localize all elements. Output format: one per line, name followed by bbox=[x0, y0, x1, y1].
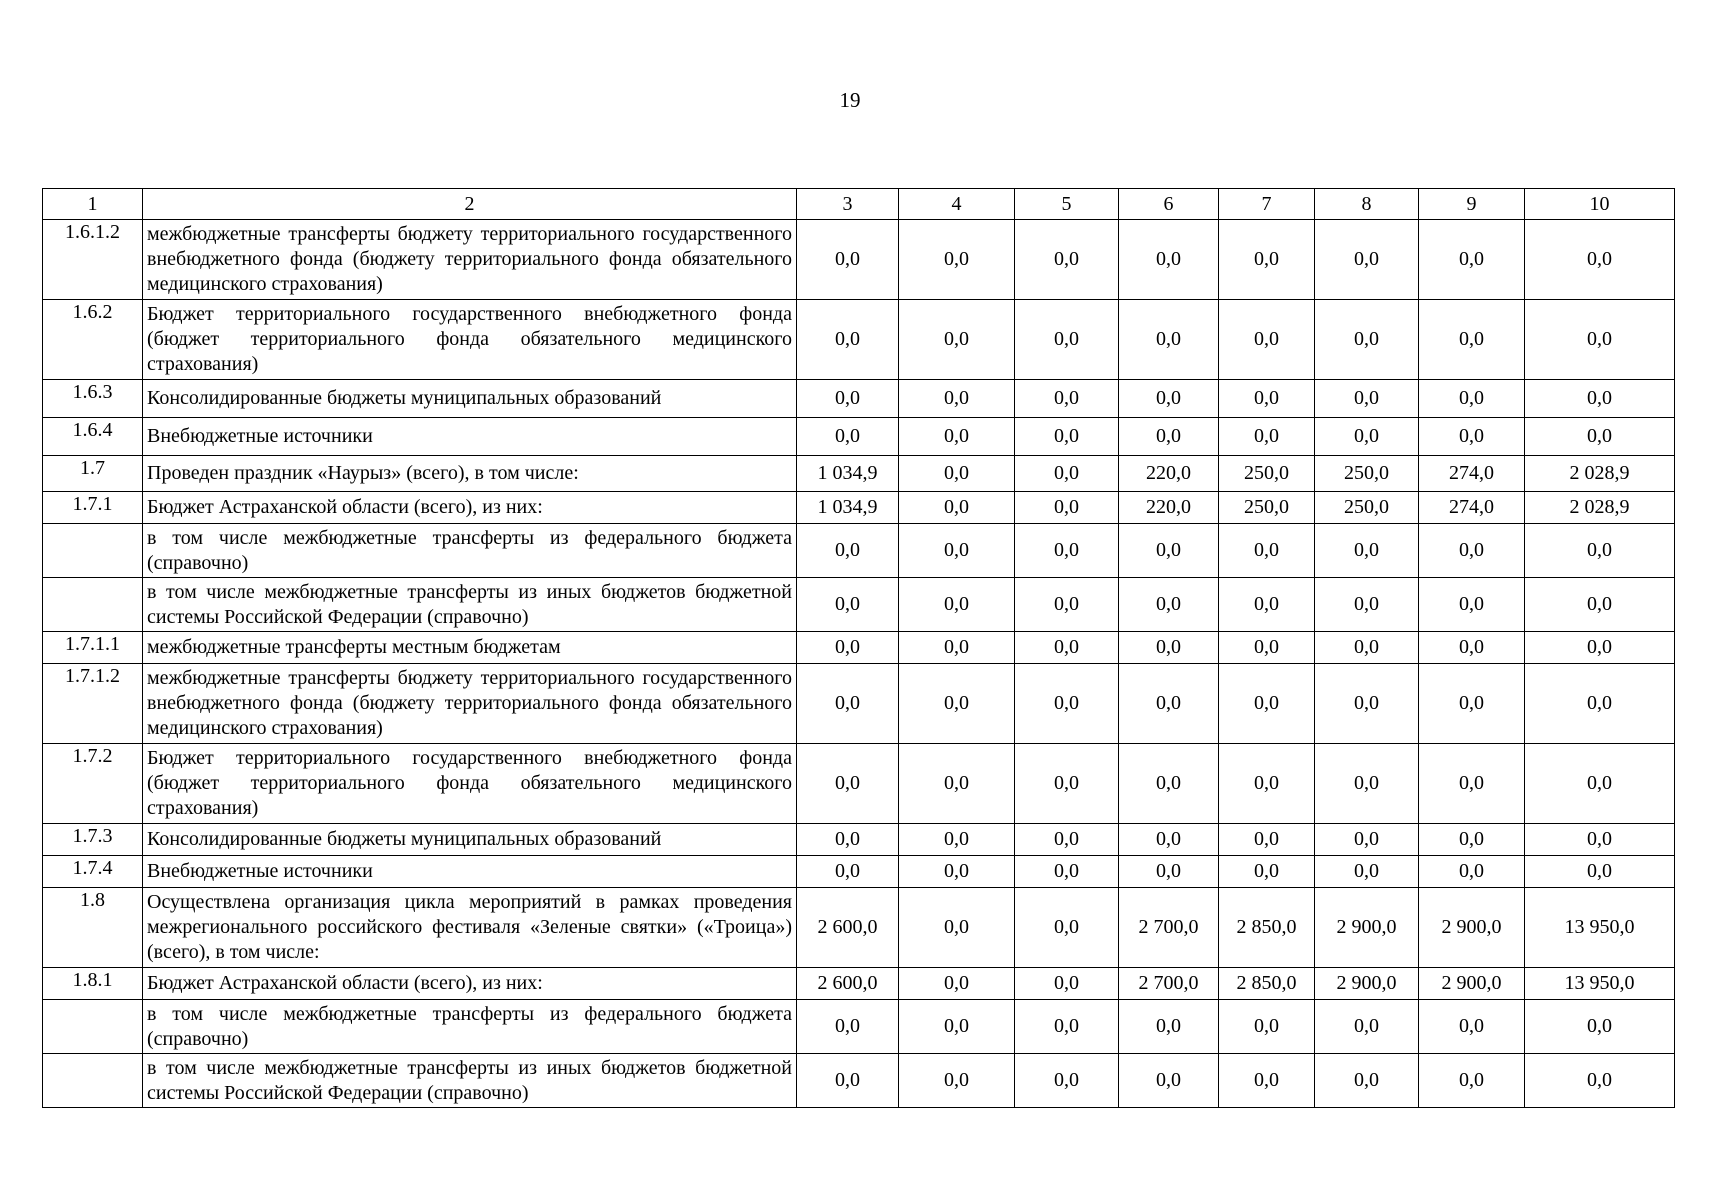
row-value: 0,0 bbox=[1219, 1054, 1315, 1108]
row-value: 0,0 bbox=[1315, 380, 1419, 418]
row-value: 0,0 bbox=[1315, 664, 1419, 744]
row-value: 0,0 bbox=[797, 418, 899, 456]
row-value: 1 034,9 bbox=[797, 492, 899, 524]
table-row bbox=[43, 220, 1675, 300]
row-value: 0,0 bbox=[1419, 744, 1525, 824]
column-number: 2 bbox=[143, 189, 797, 220]
row-value: 0,0 bbox=[1015, 744, 1119, 824]
row-value: 0,0 bbox=[899, 856, 1015, 888]
row-value: 220,0 bbox=[1119, 492, 1219, 524]
table-row bbox=[43, 380, 1675, 418]
row-value: 0,0 bbox=[1015, 220, 1119, 300]
row-value: 0,0 bbox=[899, 744, 1015, 824]
row-value: 250,0 bbox=[1315, 492, 1419, 524]
row-value: 0,0 bbox=[1525, 824, 1675, 856]
row-code: 1.6.2 bbox=[43, 300, 143, 380]
table-row bbox=[43, 492, 1675, 524]
row-value: 0,0 bbox=[1219, 418, 1315, 456]
table-row bbox=[43, 578, 1675, 632]
table-body bbox=[43, 220, 1675, 1108]
row-value: 0,0 bbox=[1315, 524, 1419, 578]
row-value: 0,0 bbox=[1119, 524, 1219, 578]
row-value: 0,0 bbox=[899, 380, 1015, 418]
row-value: 0,0 bbox=[1015, 632, 1119, 664]
row-value: 0,0 bbox=[1315, 1054, 1419, 1108]
table-row bbox=[43, 744, 1675, 824]
row-value: 0,0 bbox=[899, 1054, 1015, 1108]
row-code: 1.6.1.2 bbox=[43, 220, 143, 300]
row-value: 13 950,0 bbox=[1525, 968, 1675, 1000]
table-row bbox=[43, 1000, 1675, 1054]
row-value: 0,0 bbox=[1015, 1054, 1119, 1108]
row-value: 0,0 bbox=[1419, 632, 1525, 664]
row-value: 0,0 bbox=[899, 220, 1015, 300]
row-value: 0,0 bbox=[1119, 632, 1219, 664]
row-value: 0,0 bbox=[1315, 824, 1419, 856]
row-name: в том числе межбюджетные трансферты из федерального бюджета (справочно) bbox=[143, 1000, 797, 1054]
row-value: 0,0 bbox=[1525, 418, 1675, 456]
row-name: в том числе межбюджетные трансферты из иных бюджетов бюджетной системы Российской Федерации (справочно) bbox=[143, 1054, 797, 1108]
row-value: 0,0 bbox=[1219, 632, 1315, 664]
row-value: 0,0 bbox=[1419, 1000, 1525, 1054]
row-value: 0,0 bbox=[1525, 578, 1675, 632]
column-number: 9 bbox=[1419, 189, 1525, 220]
row-value: 0,0 bbox=[899, 578, 1015, 632]
row-value: 0,0 bbox=[797, 744, 899, 824]
row-value: 2 600,0 bbox=[797, 888, 899, 968]
row-value: 0,0 bbox=[1015, 856, 1119, 888]
row-value: 2 028,9 bbox=[1525, 456, 1675, 492]
row-value: 0,0 bbox=[1525, 632, 1675, 664]
table-row bbox=[43, 664, 1675, 744]
row-value: 0,0 bbox=[899, 300, 1015, 380]
row-value: 0,0 bbox=[1119, 856, 1219, 888]
row-name: Бюджет территориального государственного внебюджетного фонда (бюджет территориального фонда обязательного медицинского страхования) bbox=[143, 300, 797, 380]
column-number: 4 bbox=[899, 189, 1015, 220]
row-value: 0,0 bbox=[1119, 578, 1219, 632]
row-code bbox=[43, 1000, 143, 1054]
row-code: 1.8.1 bbox=[43, 968, 143, 1000]
row-value: 0,0 bbox=[1525, 744, 1675, 824]
row-code bbox=[43, 1054, 143, 1108]
table-row bbox=[43, 632, 1675, 664]
row-value: 0,0 bbox=[1219, 300, 1315, 380]
table-row bbox=[43, 824, 1675, 856]
row-value: 0,0 bbox=[1015, 888, 1119, 968]
row-value: 250,0 bbox=[1315, 456, 1419, 492]
row-name: Внебюджетные источники bbox=[143, 418, 797, 456]
row-value: 2 850,0 bbox=[1219, 968, 1315, 1000]
row-value: 0,0 bbox=[1015, 418, 1119, 456]
column-number: 7 bbox=[1219, 189, 1315, 220]
row-value: 0,0 bbox=[1015, 380, 1119, 418]
row-value: 0,0 bbox=[1419, 856, 1525, 888]
column-number: 10 bbox=[1525, 189, 1675, 220]
row-value: 0,0 bbox=[1119, 418, 1219, 456]
column-number: 8 bbox=[1315, 189, 1419, 220]
row-value: 0,0 bbox=[1315, 1000, 1419, 1054]
row-name: Консолидированные бюджеты муниципальных образований bbox=[143, 824, 797, 856]
row-code bbox=[43, 578, 143, 632]
row-value: 1 034,9 bbox=[797, 456, 899, 492]
row-value: 0,0 bbox=[899, 968, 1015, 1000]
row-value: 0,0 bbox=[1015, 456, 1119, 492]
row-code: 1.7.1 bbox=[43, 492, 143, 524]
row-value: 0,0 bbox=[1219, 744, 1315, 824]
table-row bbox=[43, 968, 1675, 1000]
row-value: 0,0 bbox=[1219, 524, 1315, 578]
row-value: 0,0 bbox=[1119, 220, 1219, 300]
row-value: 0,0 bbox=[899, 632, 1015, 664]
row-value: 0,0 bbox=[1525, 524, 1675, 578]
table-row bbox=[43, 300, 1675, 380]
row-code: 1.7.4 bbox=[43, 856, 143, 888]
row-value: 0,0 bbox=[1525, 664, 1675, 744]
row-value: 0,0 bbox=[1525, 380, 1675, 418]
row-value: 0,0 bbox=[1525, 1054, 1675, 1108]
row-value: 0,0 bbox=[899, 492, 1015, 524]
row-value: 0,0 bbox=[1419, 300, 1525, 380]
row-value: 0,0 bbox=[1015, 578, 1119, 632]
row-value: 0,0 bbox=[1525, 300, 1675, 380]
row-name: Проведен праздник «Наурыз» (всего), в том числе: bbox=[143, 456, 797, 492]
row-value: 0,0 bbox=[1119, 1054, 1219, 1108]
table-row bbox=[43, 524, 1675, 578]
row-value: 0,0 bbox=[1315, 220, 1419, 300]
row-value: 0,0 bbox=[1015, 824, 1119, 856]
row-name: Консолидированные бюджеты муниципальных образований bbox=[143, 380, 797, 418]
row-code: 1.8 bbox=[43, 888, 143, 968]
table-row bbox=[43, 456, 1675, 492]
row-value: 274,0 bbox=[1419, 456, 1525, 492]
row-code: 1.7.1.2 bbox=[43, 664, 143, 744]
row-value: 2 900,0 bbox=[1315, 968, 1419, 1000]
row-code: 1.7.3 bbox=[43, 824, 143, 856]
row-value: 0,0 bbox=[899, 664, 1015, 744]
row-value: 0,0 bbox=[1219, 578, 1315, 632]
row-value: 0,0 bbox=[797, 380, 899, 418]
row-value: 0,0 bbox=[899, 456, 1015, 492]
row-value: 220,0 bbox=[1119, 456, 1219, 492]
row-value: 0,0 bbox=[797, 1054, 899, 1108]
row-value: 0,0 bbox=[1315, 632, 1419, 664]
column-number: 6 bbox=[1119, 189, 1219, 220]
row-value: 0,0 bbox=[1015, 664, 1119, 744]
row-value: 0,0 bbox=[797, 220, 899, 300]
row-value: 2 850,0 bbox=[1219, 888, 1315, 968]
row-value: 0,0 bbox=[1419, 418, 1525, 456]
row-value: 0,0 bbox=[797, 664, 899, 744]
row-code: 1.7.1.1 bbox=[43, 632, 143, 664]
row-value: 0,0 bbox=[1419, 664, 1525, 744]
row-name: Осуществлена организация цикла мероприятий в рамках проведения межрегионального российского фестиваля «Зеленые святки» («Троица») (всего), в том числе: bbox=[143, 888, 797, 968]
row-value: 0,0 bbox=[797, 824, 899, 856]
row-value: 0,0 bbox=[797, 856, 899, 888]
row-value: 0,0 bbox=[1119, 380, 1219, 418]
row-name: в том числе межбюджетные трансферты из федерального бюджета (справочно) bbox=[143, 524, 797, 578]
row-value: 0,0 bbox=[1315, 856, 1419, 888]
row-value: 0,0 bbox=[1219, 1000, 1315, 1054]
table-row bbox=[43, 856, 1675, 888]
row-value: 0,0 bbox=[1419, 578, 1525, 632]
row-name: в том числе межбюджетные трансферты из иных бюджетов бюджетной системы Российской Федерации (справочно) bbox=[143, 578, 797, 632]
row-value: 0,0 bbox=[1315, 578, 1419, 632]
row-value: 0,0 bbox=[1419, 380, 1525, 418]
row-value: 0,0 bbox=[1419, 524, 1525, 578]
row-value: 2 900,0 bbox=[1419, 888, 1525, 968]
table-row bbox=[43, 418, 1675, 456]
row-name: Внебюджетные источники bbox=[143, 856, 797, 888]
row-name: межбюджетные трансферты местным бюджетам bbox=[143, 632, 797, 664]
row-code: 1.6.4 bbox=[43, 418, 143, 456]
row-value: 0,0 bbox=[1219, 824, 1315, 856]
row-code bbox=[43, 524, 143, 578]
row-value: 0,0 bbox=[899, 888, 1015, 968]
row-value: 13 950,0 bbox=[1525, 888, 1675, 968]
row-code: 1.6.3 bbox=[43, 380, 143, 418]
row-value: 0,0 bbox=[797, 632, 899, 664]
column-number: 5 bbox=[1015, 189, 1119, 220]
row-value: 274,0 bbox=[1419, 492, 1525, 524]
row-name: Бюджет территориального государственного внебюджетного фонда (бюджет территориального фонда обязательного медицинского страхования) bbox=[143, 744, 797, 824]
column-number-row bbox=[43, 189, 1675, 220]
row-value: 0,0 bbox=[1015, 1000, 1119, 1054]
row-value: 0,0 bbox=[1315, 744, 1419, 824]
table-row bbox=[43, 888, 1675, 968]
row-value: 0,0 bbox=[1015, 968, 1119, 1000]
row-value: 0,0 bbox=[899, 824, 1015, 856]
column-number: 3 bbox=[797, 189, 899, 220]
row-code: 1.7.2 bbox=[43, 744, 143, 824]
row-value: 0,0 bbox=[1119, 744, 1219, 824]
row-value: 0,0 bbox=[797, 524, 899, 578]
row-value: 0,0 bbox=[1219, 856, 1315, 888]
row-value: 0,0 bbox=[1315, 300, 1419, 380]
row-name: Бюджет Астраханской области (всего), из них: bbox=[143, 492, 797, 524]
row-value: 0,0 bbox=[1419, 824, 1525, 856]
column-number: 1 bbox=[43, 189, 143, 220]
row-value: 0,0 bbox=[1119, 824, 1219, 856]
row-value: 2 900,0 bbox=[1315, 888, 1419, 968]
row-name: межбюджетные трансферты бюджету территориального государственного внебюджетного фонда (бюджету территориального фонда обязательного медицинского страхования) bbox=[143, 220, 797, 300]
row-name: Бюджет Астраханской области (всего), из них: bbox=[143, 968, 797, 1000]
row-value: 0,0 bbox=[1219, 220, 1315, 300]
row-value: 0,0 bbox=[1525, 220, 1675, 300]
row-value: 0,0 bbox=[797, 1000, 899, 1054]
budget-table bbox=[42, 188, 1675, 1108]
row-value: 0,0 bbox=[797, 578, 899, 632]
row-value: 0,0 bbox=[1119, 300, 1219, 380]
row-value: 0,0 bbox=[1119, 1000, 1219, 1054]
row-value: 250,0 bbox=[1219, 456, 1315, 492]
row-value: 0,0 bbox=[1525, 856, 1675, 888]
row-value: 2 700,0 bbox=[1119, 888, 1219, 968]
row-value: 2 600,0 bbox=[797, 968, 899, 1000]
row-value: 0,0 bbox=[1419, 1054, 1525, 1108]
row-value: 0,0 bbox=[1525, 1000, 1675, 1054]
row-value: 0,0 bbox=[1015, 492, 1119, 524]
row-value: 0,0 bbox=[1219, 380, 1315, 418]
row-value: 0,0 bbox=[899, 524, 1015, 578]
row-value: 0,0 bbox=[1419, 220, 1525, 300]
row-value: 0,0 bbox=[899, 418, 1015, 456]
row-value: 0,0 bbox=[1119, 664, 1219, 744]
row-value: 0,0 bbox=[1015, 300, 1119, 380]
row-value: 0,0 bbox=[797, 300, 899, 380]
row-value: 2 900,0 bbox=[1419, 968, 1525, 1000]
row-value: 0,0 bbox=[1015, 524, 1119, 578]
row-name: межбюджетные трансферты бюджету территориального государственного внебюджетного фонда (бюджету территориального фонда обязательного медицинского страхования) bbox=[143, 664, 797, 744]
row-value: 250,0 bbox=[1219, 492, 1315, 524]
row-value: 2 028,9 bbox=[1525, 492, 1675, 524]
row-value: 2 700,0 bbox=[1119, 968, 1219, 1000]
page-number: 19 bbox=[839, 88, 861, 112]
table-row bbox=[43, 1054, 1675, 1108]
row-code: 1.7 bbox=[43, 456, 143, 492]
row-value: 0,0 bbox=[1219, 664, 1315, 744]
row-value: 0,0 bbox=[1315, 418, 1419, 456]
row-value: 0,0 bbox=[899, 1000, 1015, 1054]
